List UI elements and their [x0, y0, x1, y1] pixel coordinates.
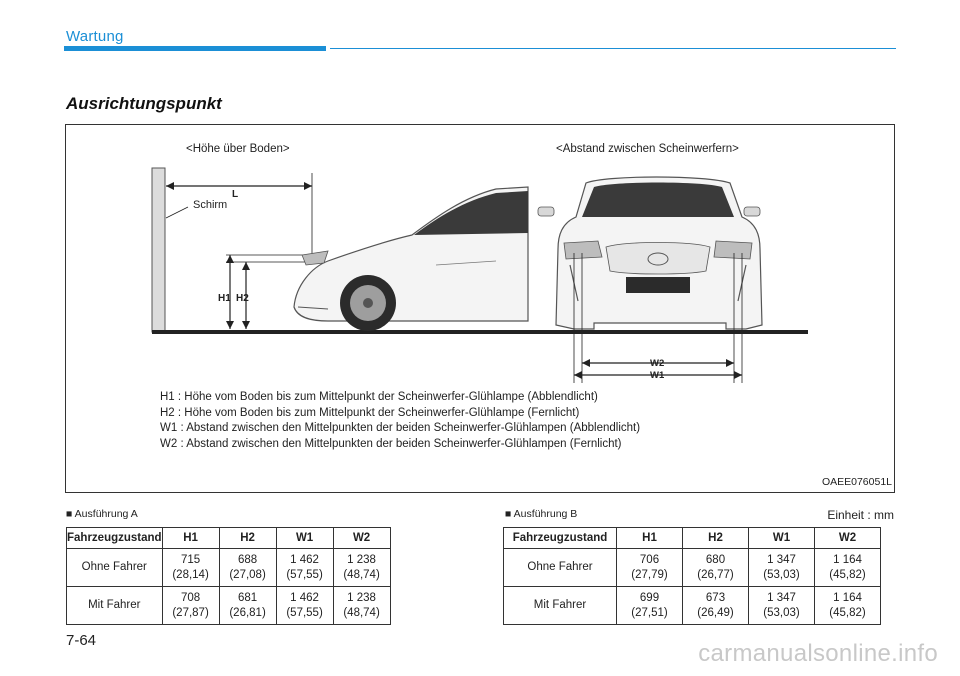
header-w1: W1: [276, 528, 333, 549]
ground-line: [152, 330, 808, 334]
caption-headlamp-distance: <Abstand zwischen Scheinwerfern>: [556, 143, 739, 155]
dim-label-w2: W2: [650, 358, 665, 369]
table-row: [504, 587, 881, 625]
header-w2: W2: [815, 528, 881, 549]
header-h1: H1: [162, 528, 219, 549]
arrow-h2-bottom: [242, 321, 250, 329]
table-cell: 680 (26,77): [683, 549, 749, 587]
table-cell: 1 238 (48,74): [333, 587, 390, 625]
table-cell: 673 (26,49): [683, 587, 749, 625]
table-row: [67, 549, 391, 587]
table-cell: 715 (28,14): [162, 549, 219, 587]
arrow-l-left: [166, 182, 174, 190]
header-w1: W1: [749, 528, 815, 549]
row-label: Ohne Fahrer: [504, 549, 617, 587]
page-number: 7-64: [66, 632, 97, 649]
variant-a-label: ■ Ausführung A: [66, 508, 138, 520]
section-label: Wartung: [66, 28, 124, 45]
car-front-view: [538, 177, 762, 329]
watermark: carmanualsonline.info: [698, 640, 938, 667]
arrow-w2-right: [726, 359, 734, 367]
figure-legend: [160, 390, 640, 452]
arrow-l-right: [304, 182, 312, 190]
arrow-w1-left: [574, 371, 582, 379]
variant-b-label: ■ Ausführung B: [505, 508, 578, 520]
arrow-h1-bottom: [226, 321, 234, 329]
dim-label-l: L: [232, 189, 239, 200]
table-cell: 681 (26,81): [219, 587, 276, 625]
car-side-view: [294, 187, 528, 331]
row-label: Ohne Fahrer: [67, 549, 163, 587]
dim-label-w1: W1: [650, 370, 665, 381]
table-cell: 1 164 (45,82): [815, 587, 881, 625]
arrow-h2-top: [242, 262, 250, 270]
table-cell: 706 (27,79): [617, 549, 683, 587]
table-row: [504, 549, 881, 587]
legend-line-w1: W1 : Abstand zwischen den Mittelpunkten der beiden Scheinwerfer-Glühlampen (Abblendlicht): [160, 422, 641, 434]
screen-leader-line: [166, 207, 188, 218]
table-header-row: [67, 528, 391, 549]
header-accent-bar: [64, 46, 326, 51]
header-h2: H2: [683, 528, 749, 549]
screen-label: Schirm: [193, 199, 228, 211]
figure-code: OAEE076051L: [821, 476, 892, 488]
legend-line-w2: W2 : Abstand zwischen den Mittelpunkten der beiden Scheinwerfer-Glühlampen (Fernlicht): [160, 437, 622, 450]
arrow-w1-right: [734, 371, 742, 379]
header-rule: [330, 48, 896, 49]
table-cell: 708 (27,87): [162, 587, 219, 625]
figure-box: [65, 124, 895, 493]
spec-table-a: [66, 527, 391, 625]
page-heading: Ausrichtungspunkt: [66, 94, 222, 113]
row-label: Mit Fahrer: [504, 587, 617, 625]
header-h1: H1: [617, 528, 683, 549]
table-header-row: [504, 528, 881, 549]
spec-table-b: [503, 527, 881, 625]
unit-label: Einheit : mm: [827, 508, 894, 522]
arrow-h1-top: [226, 255, 234, 263]
table-cell: 699 (27,51): [617, 587, 683, 625]
header-h2: H2: [219, 528, 276, 549]
dim-label-h2: H2: [236, 293, 249, 304]
header-vehicle-condition: Fahrzeugzustand: [67, 528, 163, 549]
table-cell: 1 347 (53,03): [749, 587, 815, 625]
table-row: [67, 587, 391, 625]
caption-height-above-ground: <Höhe über Boden>: [186, 143, 290, 155]
row-label: Mit Fahrer: [67, 587, 163, 625]
dim-label-h1: H1: [218, 293, 231, 304]
table-cell: 1 164 (45,82): [815, 549, 881, 587]
header-w2: W2: [333, 528, 390, 549]
table-cell: 1 347 (53,03): [749, 549, 815, 587]
arrow-w2-left: [582, 359, 590, 367]
table-cell: 688 (27,08): [219, 549, 276, 587]
screen-wall: [152, 168, 165, 332]
header-vehicle-condition: Fahrzeugzustand: [504, 528, 617, 549]
table-cell: 1 462 (57,55): [276, 549, 333, 587]
table-cell: 1 462 (57,55): [276, 587, 333, 625]
legend-line-h1: H1 : Höhe vom Boden bis zum Mittelpunkt der Scheinwerfer-Glühlampe (Abblendlicht): [160, 391, 598, 403]
table-cell: 1 238 (48,74): [333, 549, 390, 587]
legend-line-h2: H2 : Höhe vom Boden bis zum Mittelpunkt der Scheinwerfer-Glühlampe (Fernlicht): [160, 406, 580, 419]
